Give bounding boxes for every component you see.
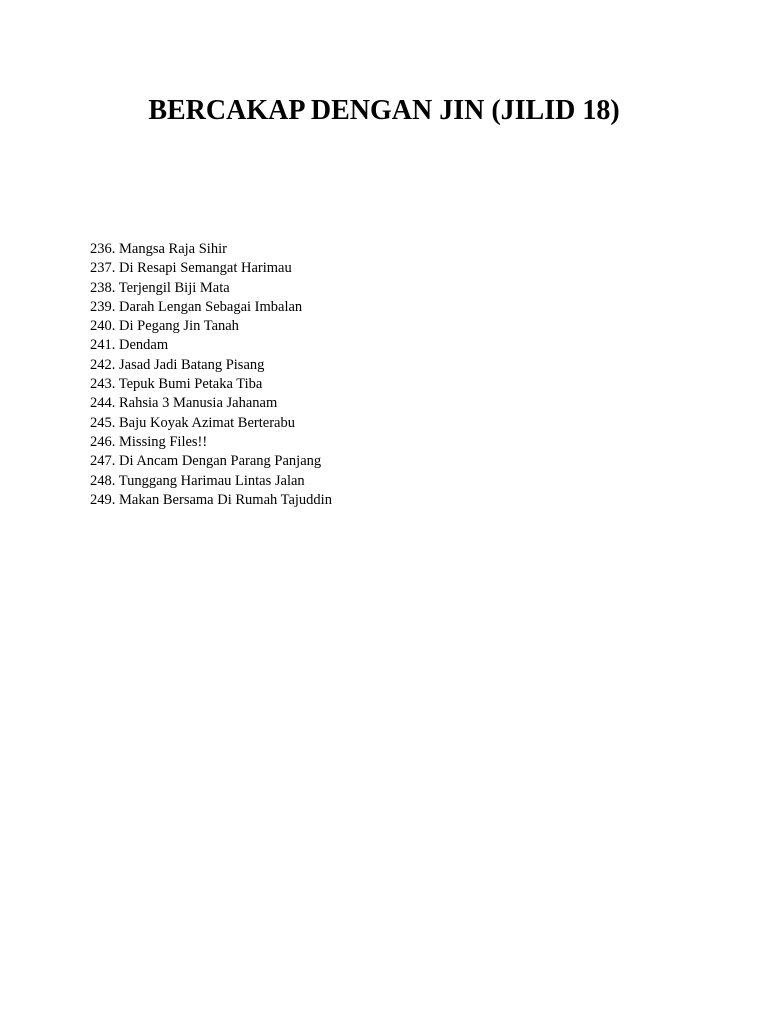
chapter-item [90, 394, 332, 413]
chapter-title: Di Ancam Dengan Parang Panjang [119, 453, 322, 470]
chapter-number: 247. [90, 453, 116, 470]
chapter-number: 245. [90, 414, 116, 431]
chapter-number: 238. [90, 279, 116, 296]
chapter-item [90, 452, 332, 471]
chapter-title: Tepuk Bumi Petaka Tiba [118, 376, 263, 393]
chapter-number: 249. [90, 491, 116, 508]
chapter-number: 243. [90, 376, 116, 393]
chapter-title: Baju Koyak Azimat Berterabu [119, 414, 295, 431]
chapter-item [90, 356, 332, 375]
chapter-number: 239. [90, 298, 116, 315]
document-title: BERCAKAP DENGAN JIN (JILID 18) [148, 95, 620, 126]
chapter-title: Terjengil Biji Mata [118, 279, 230, 296]
chapter-item [90, 259, 332, 278]
chapter-list [90, 240, 332, 510]
chapter-title: Mangsa Raja Sihir [119, 241, 227, 257]
chapter-title: Rahsia 3 Manusia Jahanam [119, 395, 278, 412]
chapter-item [90, 298, 332, 317]
chapter-number: 244. [90, 395, 116, 412]
chapter-item [90, 279, 332, 298]
chapter-number: 237. [90, 260, 116, 277]
chapter-number: 242. [90, 356, 116, 373]
chapter-number: 240. [90, 318, 116, 335]
chapter-item [90, 317, 332, 336]
chapter-item [90, 491, 332, 510]
chapter-title: Jasad Jadi Batang Pisang [119, 356, 265, 373]
chapter-item [90, 240, 332, 259]
chapter-title: Di Resapi Semangat Harimau [119, 260, 292, 277]
chapter-number: 236. [90, 241, 116, 257]
chapter-number: 248. [90, 472, 116, 489]
chapter-item [90, 472, 332, 491]
chapter-title: Tunggang Harimau Lintas Jalan [118, 472, 305, 489]
chapter-item [90, 433, 332, 452]
chapter-item [90, 414, 332, 433]
chapter-title: Makan Bersama Di Rumah Tajuddin [119, 491, 332, 508]
chapter-title: Dendam [119, 337, 169, 354]
chapter-title: Darah Lengan Sebagai Imbalan [119, 298, 303, 315]
chapter-item [90, 375, 332, 394]
chapter-item [90, 336, 332, 355]
chapter-number: 246. [90, 433, 116, 450]
chapter-number: 241. [90, 337, 116, 354]
chapter-title: Missing Files!! [119, 433, 208, 450]
chapter-title: Di Pegang Jin Tanah [119, 318, 239, 335]
